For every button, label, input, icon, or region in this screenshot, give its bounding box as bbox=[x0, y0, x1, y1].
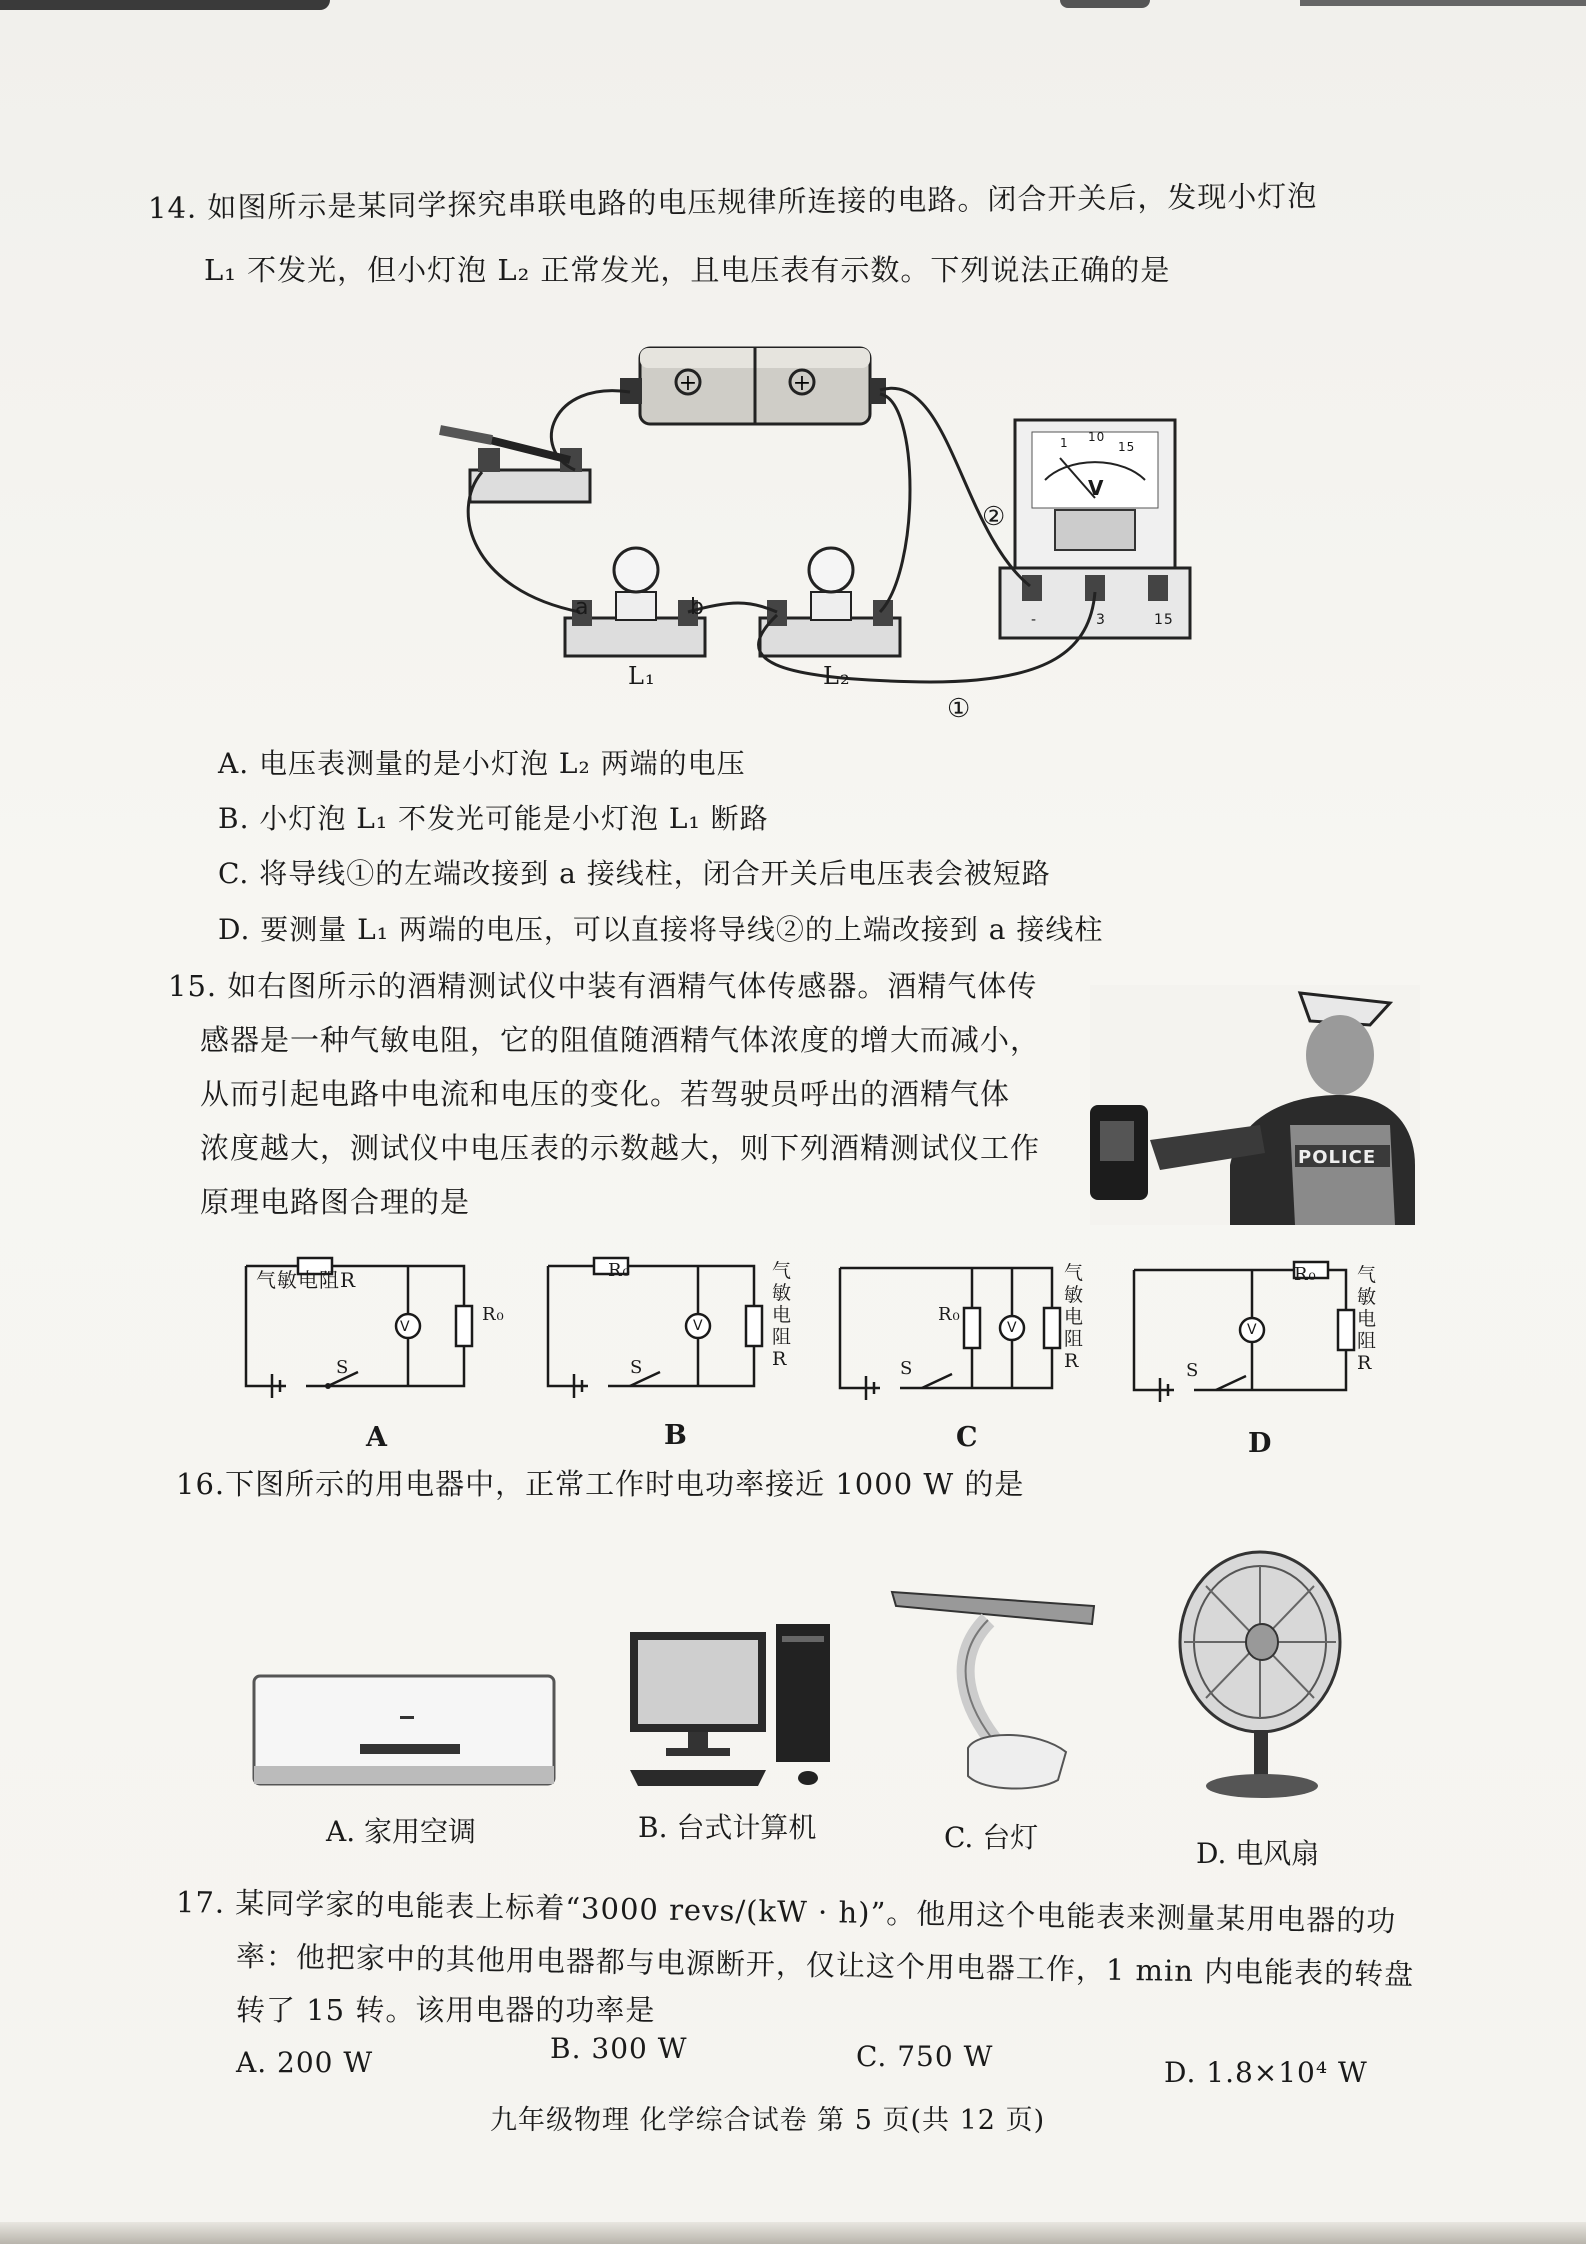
q15-a-meter: V bbox=[400, 1319, 411, 1335]
q14-option-c: C. 将导线①的左端改接到 a 接线柱，闭合开关后电压表会被短路 bbox=[218, 857, 1051, 890]
q17-option-a: A. 200 W bbox=[236, 2046, 374, 2079]
desktop-computer-image bbox=[626, 1620, 846, 1790]
voltmeter-tick-10: 10 bbox=[1088, 430, 1106, 444]
q17-option-c: C. 750 W bbox=[856, 2040, 994, 2073]
police-officer-photo bbox=[1090, 985, 1420, 1225]
voltmeter-unit-label: V bbox=[1088, 476, 1105, 500]
voltmeter-tick-15: 15 bbox=[1118, 440, 1136, 454]
q15-a-switch: S bbox=[336, 1357, 350, 1378]
q15-circuit-b bbox=[538, 1248, 778, 1398]
terminal-b-label: b bbox=[690, 595, 705, 620]
lamp-l1-label: L₁ bbox=[628, 662, 656, 690]
q15-a-side-label: R₀ bbox=[482, 1304, 505, 1325]
q17-stem-line2: 率：他把家中的其他用电器都与电源断开，仅让这个用电器工作，1 min 内电能表的转盘 bbox=[235, 1939, 1415, 1992]
q16-option-a: A. 家用空调 bbox=[326, 1815, 477, 1848]
q15-stem-line5: 原理电路图合理的是 bbox=[200, 1185, 471, 1219]
voltmeter-terminal-15: 15 bbox=[1154, 612, 1174, 628]
voltmeter-tick-1: 1 bbox=[1060, 436, 1069, 450]
scan-bottom-edge bbox=[0, 2222, 1586, 2244]
voltmeter bbox=[1000, 420, 1190, 638]
q15-b-switch: S bbox=[630, 1357, 644, 1378]
q16-option-d: D. 电风扇 bbox=[1196, 1837, 1320, 1870]
q15-circuit-d bbox=[1124, 1252, 1364, 1402]
q15-b-top-label: R₀ bbox=[608, 1260, 631, 1281]
q15-circuit-c bbox=[830, 1250, 1070, 1400]
q14-option-d: D. 要测量 L₁ 两端的电压，可以直接将导线②的上端改接到 a 接线柱 bbox=[218, 913, 1104, 946]
q15-c-side-label: 气敏电阻R bbox=[1064, 1262, 1085, 1372]
q15-d-switch: S bbox=[1186, 1360, 1200, 1381]
q17-option-d: D. 1.8×10⁴ W bbox=[1164, 2056, 1368, 2089]
q15-b-side-label: 气敏电阻R bbox=[772, 1260, 793, 1370]
air-conditioner-image bbox=[250, 1670, 560, 1790]
desk-lamp-image bbox=[888, 1580, 1108, 1800]
q17-stem-line1: 17. 某同学家的电能表上标着“3000 revs/(kW · h)”。他用这个电能表来测量某用电器的功 bbox=[175, 1885, 1397, 1939]
q14-circuit-figure bbox=[430, 330, 1210, 740]
q14-option-b: B. 小灯泡 L₁ 不发光可能是小灯泡 L₁ 断路 bbox=[218, 802, 769, 835]
q15-b-meter: V bbox=[693, 1318, 704, 1334]
q14-stem-line2: L₁ 不发光，但小灯泡 L₂ 正常发光，且电压表有示数。下列说法正确的是 bbox=[204, 253, 1171, 287]
wire-2-return bbox=[880, 394, 910, 612]
q15-stem-line2: 感器是一种气敏电阻，它的阻值随酒精气体浓度的增大而减小， bbox=[200, 1023, 1041, 1057]
q15-b-caption: B bbox=[664, 1420, 687, 1451]
q15-c-caption: C bbox=[956, 1422, 978, 1453]
svg-text:+: + bbox=[678, 371, 698, 396]
q15-a-top-label: 气敏电阻R bbox=[256, 1268, 357, 1292]
police-vest-text: POLICE bbox=[1298, 1147, 1377, 1168]
q17-stem-line3: 转了 15 转。该用电器的功率是 bbox=[236, 1993, 656, 2027]
svg-text:+: + bbox=[792, 371, 812, 396]
q15-c-switch: S bbox=[900, 1358, 914, 1379]
voltmeter-terminal-3: 3 bbox=[1096, 612, 1106, 628]
lamp-l2-label: L₂ bbox=[823, 662, 851, 690]
electric-fan-image bbox=[1170, 1542, 1360, 1802]
lamp-l2 bbox=[760, 548, 900, 656]
q15-d-top-label: R₀ bbox=[1294, 1264, 1317, 1285]
terminal-a-label: a bbox=[575, 595, 590, 620]
switch-pivot bbox=[325, 1383, 331, 1389]
q17-option-b: B. 300 W bbox=[550, 2032, 688, 2065]
q16-option-b: B. 台式计算机 bbox=[638, 1811, 817, 1844]
voltmeter-terminal-minus: - bbox=[1031, 612, 1038, 628]
q14-option-a: A. 电压表测量的是小灯泡 L₂ 两端的电压 bbox=[218, 747, 746, 780]
q15-stem-line3: 从而引起电路中电流和电压的变化。若驾驶员呼出的酒精气体 bbox=[200, 1077, 1011, 1111]
q15-c-meter: V bbox=[1007, 1320, 1018, 1336]
q15-d-side-label: 气敏电阻R bbox=[1357, 1264, 1378, 1374]
wire-2-label: ② bbox=[982, 502, 1007, 532]
wire-1-label: ① bbox=[947, 694, 972, 724]
q15-d-meter: V bbox=[1247, 1322, 1258, 1338]
q15-a-caption: A bbox=[366, 1422, 387, 1453]
q16-stem: 16.下图所示的用电器中，正常工作时电功率接近 1000 W 的是 bbox=[176, 1467, 1025, 1501]
q15-stem-line1: 15. 如右图所示的酒精测试仪中装有酒精气体传感器。酒精气体传 bbox=[168, 969, 1038, 1003]
battery-pack bbox=[620, 348, 886, 424]
page-footer: 九年级物理 化学综合试卷 第 5 页(共 12 页) bbox=[490, 2105, 1046, 2136]
q15-d-caption: D bbox=[1248, 1428, 1272, 1459]
q14-stem-line1: 14. 如图所示是某同学探究串联电路的电压规律所连接的电路。闭合开关后，发现小灯泡 bbox=[147, 178, 1318, 226]
q15-stem-line4: 浓度越大，测试仪中电压表的示数越大，则下列酒精测试仪工作 bbox=[200, 1131, 1041, 1165]
q15-c-left-label: R₀ bbox=[938, 1304, 961, 1325]
scan-top-edge bbox=[0, 0, 1586, 22]
q16-option-c: C. 台灯 bbox=[944, 1821, 1039, 1854]
